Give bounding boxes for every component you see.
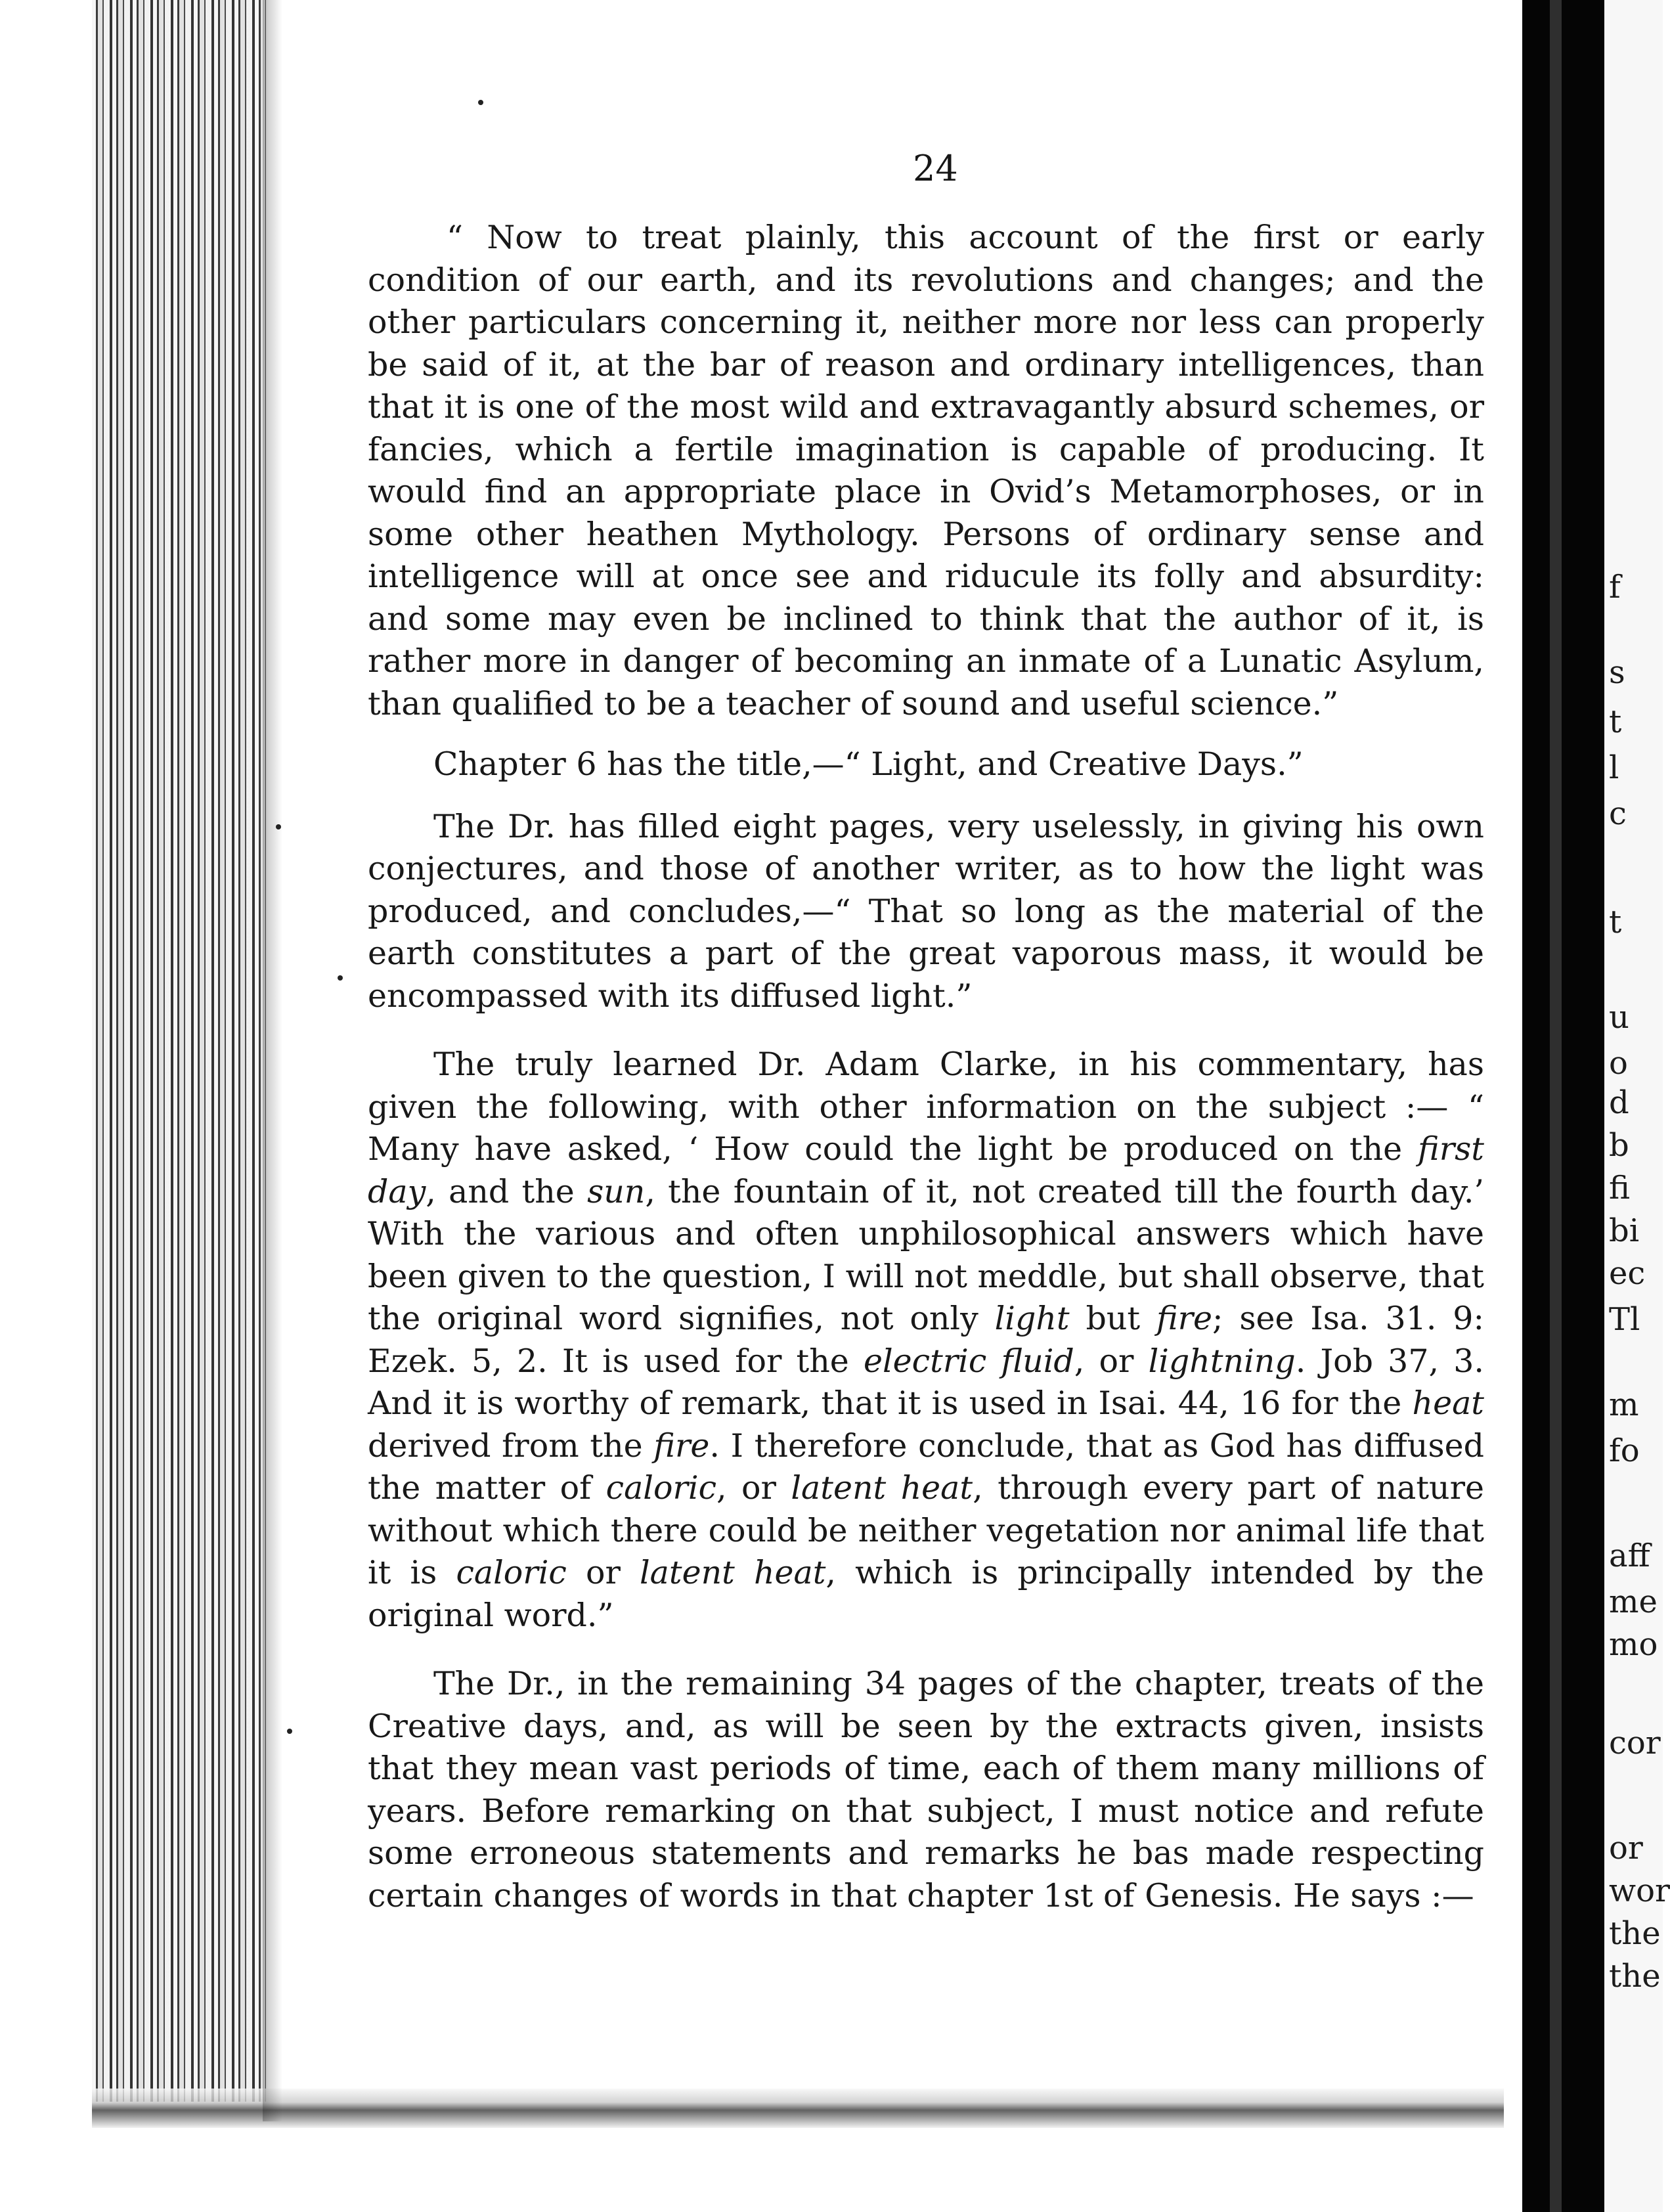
text-run: The truly learned Dr. Adam Clarke, in his commentary, has given the following, with other information on the subject :— “ Many have asked, ‘ How could the light be produced on the (368, 1046, 1484, 1168)
paragraph: The Dr., in the remaining 34 pages of the chapter, treats of the Creative days, and, as will be seen by the extracts given, insists that they mean vast periods of time, each of them many millions of years. Before remarking on that subject, I must notice and refute some erroneous statements and remarks he bas made respecting certain changes of words in that chapter 1st of Genesis. He says :— (368, 1665, 1484, 1914)
italic-text: caloric (605, 1469, 717, 1507)
chapter-title-paragraph: Chapter 6 has the title,—“ Light, and Creative Days.” (433, 745, 1304, 783)
next-page-fragment: l (1609, 749, 1619, 786)
book-page-edges (92, 0, 266, 2102)
page-body (368, 217, 1484, 1917)
next-page-fragment: c (1609, 795, 1627, 832)
scan-speck (478, 100, 483, 105)
next-page-fragment: me (1609, 1583, 1658, 1620)
next-page-fragment: o (1609, 1045, 1628, 1082)
text-run: . I therefore conclude, that as God has diffused the matter of (368, 1427, 1484, 1507)
next-page-fragment: mo (1609, 1626, 1658, 1663)
book-bottom-edge (92, 2089, 1504, 2128)
scan-speck (338, 975, 343, 981)
next-page-fragment: s (1609, 654, 1625, 691)
text-run: , and the (426, 1172, 588, 1210)
italic-text: lightning (1148, 1342, 1296, 1380)
next-page-fragment: ec (1609, 1255, 1646, 1292)
next-page-fragment: or (1609, 1830, 1643, 1867)
text-run: but (1069, 1300, 1156, 1337)
text-run: , through every part of nature without which there could be neither vegetation nor animal life that it is (368, 1469, 1485, 1591)
next-page-fragment: t (1609, 703, 1622, 740)
italic-text: sun (587, 1172, 646, 1210)
paragraph: The Dr. has filled eight pages, very uselessly, in giving his own conjectures, and those of another writer, as to how the light was produced, and concludes,—“ That so long as the material of the earth constitutes a part of the great vaporous mass, it would be encompassed with its diffused light.” (368, 807, 1484, 1015)
next-page-fragment: wor (1609, 1872, 1670, 1909)
scan-speck (276, 824, 281, 830)
next-page-fragment: the (1609, 1915, 1661, 1952)
scan-speck (287, 1729, 292, 1734)
next-page-fragment: u (1609, 999, 1629, 1036)
next-page-fragment: t (1609, 904, 1622, 940)
text-run: ; see Isa. 31. 9: Ezek. 5, 2. It is used for the (368, 1300, 1484, 1380)
quoted-paragraph: “ Now to treat plainly, this account of the first or early condition of our earth, and its revolutions and changes; and the other particulars concerning it, neither more nor less can properly be said of it, at the bar of reason and ordinary intelligences, than that it is one of the most wild and extravagantly absurd schemes, or fancies, which a fertile imagination is capable of producing. It would find an appropriate place in Ovid’s Metamorphoses, or in some other heathen Mythology. Persons of ordinary sense and intelligence will at once see and riducule its folly and absurdity: and some may even be inclined to think that the author of it, is rather more in danger of becoming an inmate of a Lunatic Asylum, than qualified to be a teacher of sound and useful science.” (368, 219, 1484, 722)
text-run: , or (1074, 1342, 1149, 1380)
italic-text: latent heat (640, 1554, 826, 1591)
italic-text: first day (368, 1130, 1484, 1210)
next-page-fragment: fi (1609, 1170, 1631, 1206)
next-page-fragment: cor (1609, 1725, 1661, 1761)
italic-text: electric fluid (863, 1342, 1074, 1380)
italic-text: latent heat (791, 1469, 973, 1507)
next-page-fragment: aff (1609, 1537, 1650, 1574)
next-page-fragment: f (1609, 569, 1621, 606)
text-run: or (566, 1554, 640, 1591)
next-page-fragment: the (1609, 1958, 1661, 1995)
clarke-quote-paragraph (368, 1044, 1484, 1637)
text-run: . Job 37, 3. And it is worthy of remark, that it is used in Isai. 44, 16 for the (368, 1342, 1484, 1422)
text-run: , the fountain of it, not created till the fourth day.’ With the various and often unphilosophical answers which have been given to the question, I will not meddle, but shall observe, that the original word signifies, not only (368, 1172, 1484, 1337)
italic-text: caloric (456, 1554, 567, 1591)
next-page-fragment: fo (1609, 1432, 1640, 1469)
text-run: , which is principally intended by the original word.” (368, 1554, 1484, 1634)
next-page-fragment: Tl (1609, 1301, 1640, 1338)
text-run: derived from the (368, 1427, 654, 1465)
binding-highlight (1550, 0, 1562, 2212)
italic-text: light (994, 1300, 1070, 1337)
next-page-fragment: m (1609, 1386, 1639, 1423)
italic-text: fire (653, 1427, 710, 1465)
book-binding (1522, 0, 1604, 2212)
text-run: , or (716, 1469, 791, 1507)
next-page-fragment: d (1609, 1084, 1629, 1121)
next-page-fragment: bi (1609, 1212, 1640, 1249)
page-number: 24 (913, 148, 958, 189)
next-page-fragment: b (1609, 1127, 1629, 1164)
italic-text: fire (1156, 1300, 1213, 1337)
gutter-shadow (263, 0, 282, 2121)
italic-text: heat (1412, 1384, 1484, 1422)
